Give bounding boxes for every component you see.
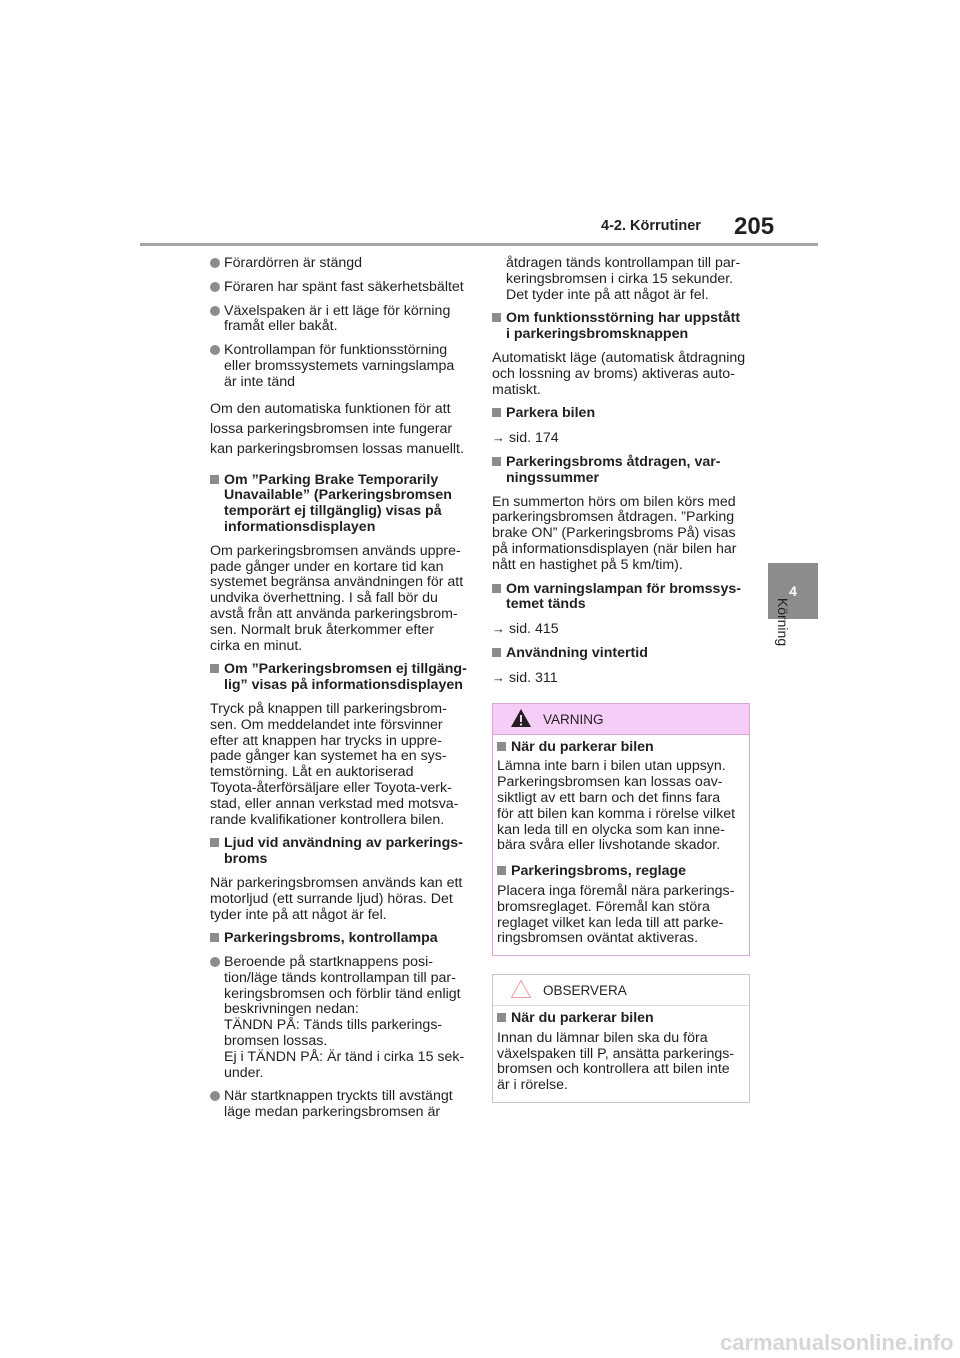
section-title: 4-2. Körrutiner: [601, 218, 701, 234]
page-reference-link[interactable]: → sid. 174: [492, 430, 559, 447]
chapter-tab-number: 4: [768, 563, 818, 619]
square-bullet-icon: [497, 1013, 506, 1022]
square-bullet-icon: [210, 838, 219, 847]
chapter-tab-label: Körning: [775, 597, 791, 647]
section-heading: Parkera bilen: [492, 406, 752, 422]
left-column: [210, 256, 470, 1129]
section-heading: Om varningslampan för bromssys- temet tänds: [492, 582, 752, 614]
warning-box: [492, 703, 750, 957]
warning-box-header: [493, 704, 749, 735]
section-heading: Om ”Parking Brake Temporarily Unavailable” (Parkeringsbromsen temporärt ej tillgänglig) visas på informationsdisplayen: [210, 473, 470, 536]
section-heading: Parkeringsbroms, kontrollampa: [210, 931, 470, 947]
paragraph: Om den automatiska funktionen för att lossa parkeringsbromsen inte fungerar kan parkeringsbromsen lossas manuellt.: [210, 400, 464, 457]
paragraph: Tryck på knappen till parkeringsbrom- sen. Om meddelandet inte försvinner efter att knappen har trycks in uppre- pade gånger kan systemet ha en sys- temstörning. Låt en auktoriserad Toyota-återförsäljare eller Toyota-verk- stad, eller annan verkstad med motsva- rande kvalifikationer kontrollera bilen.: [210, 700, 459, 828]
bullet-item: Kontrollampan för funktionsstörning eller bromssystemets varningslampa är inte tänd: [210, 343, 470, 390]
paragraph: Automatiskt läge (automatisk åtdragning och lossning av broms) aktiveras auto- matiskt.: [492, 349, 746, 398]
square-bullet-icon: [210, 475, 219, 484]
bullet-dot-icon: [210, 258, 220, 268]
square-bullet-icon: [497, 866, 506, 875]
section-heading: Om ”Parkeringsbromsen ej tillgäng- lig” visas på informationsdisplayen: [210, 662, 470, 694]
watermark: carmanualsonline.info: [720, 1330, 954, 1355]
warning-triangle-icon: [510, 708, 532, 728]
section-heading: Parkeringsbroms åtdragen, var- ningssummer: [492, 455, 752, 487]
square-bullet-icon: [210, 933, 219, 942]
header-divider: [140, 243, 818, 246]
bullet-dot-icon: [210, 282, 220, 292]
notice-title: OBSERVERA: [543, 983, 627, 999]
arrow-right-icon: →: [492, 430, 505, 446]
arrow-right-icon: →: [492, 669, 505, 685]
page-reference-link[interactable]: → sid. 415: [492, 621, 559, 638]
square-bullet-icon: [492, 457, 501, 466]
caution-triangle-icon: [510, 979, 532, 999]
page-reference-link[interactable]: → sid. 311: [492, 669, 558, 686]
section-heading: Om funktionsstörning har uppstått i parkeringsbromsknappen: [492, 311, 752, 343]
bullet-dot-icon: [210, 306, 220, 316]
page-number: 205: [734, 213, 775, 240]
bullet-item: Förardörren är stängd: [210, 256, 470, 272]
bullet-dot-icon: [210, 957, 220, 967]
notice-box: [492, 974, 750, 1103]
notice-box-header: [493, 975, 749, 1006]
bullet-dot-icon: [210, 345, 220, 355]
bullet-item: Växelspaken är i ett läge för körning framåt eller bakåt.: [210, 304, 470, 336]
paragraph: åtdragen tänds kontrollampan till par- keringsbromsen i cirka 15 sekunder. Det tyder inte på att något är fel.: [506, 255, 741, 303]
paragraph: En summerton hörs om bilen körs med parkeringsbromsen åtdragen. ”Parking brake ON” (Parkeringsbroms På) visas på informationsdisplayen (när bilen har nått en hastighet på 5 km/tim).: [492, 493, 737, 573]
notice-text: Innan du lämnar bilen ska du föra växelspaken till P, ansätta parkerings- bromsen och kontrollera att bilen inte är i rörelse.: [497, 1029, 735, 1094]
arrow-right-icon: →: [492, 621, 505, 637]
square-bullet-icon: [492, 648, 501, 657]
warning-section-heading: Parkeringsbroms, reglage: [497, 864, 745, 880]
warning-section-heading: När du parkerar bilen: [497, 740, 745, 756]
section-heading: Användning vintertid: [492, 646, 752, 662]
square-bullet-icon: [492, 313, 501, 322]
bullet-item: Föraren har spänt fast säkerhetsbältet: [210, 280, 470, 296]
bullet-item: Beroende på startknappens posi- tion/läge tänds kontrollampan till par- keringsbromsen och förblir tänd enligt beskrivningen nedan: TÄNDN PÅ: Tänds tills parkerings- bromsen lossas. Ej i TÄNDN PÅ: Är tänd i cirka 15 sek- under.: [210, 955, 470, 1081]
square-bullet-icon: [492, 584, 501, 593]
bullet-dot-icon: [210, 1091, 220, 1101]
square-bullet-icon: [497, 742, 506, 751]
bullet-item: När startknappen tryckts till avstängt läge medan parkeringsbromsen är: [210, 1089, 470, 1121]
warning-text: Placera inga föremål nära parkerings- bromsreglaget. Föremål kan störa reglaget vilket kan leda till att parke- ringsbromsen oväntat aktiveras.: [497, 882, 735, 947]
warning-title: VARNING: [543, 711, 604, 727]
warning-text: Lämna inte barn i bilen utan uppsyn. Parkeringsbromsen kan lossas oav- siktligt av ett barn och det finns fara för att bilen kan komma i rörelse vilket kan leda till en olycka som kan inne- bära svåra eller livshotande skador.: [497, 758, 736, 854]
notice-section-heading: När du parkerar bilen: [497, 1011, 745, 1027]
right-column: [492, 256, 752, 1103]
square-bullet-icon: [492, 408, 501, 417]
paragraph: Om parkeringsbromsen används uppre- pade gånger under en kortare tid kan systemet begränsa användningen för att undvika överhettning. I så fall bör du avstå från att använda parkeringsbrom- sen. Normalt bruk återkommer efter cirka en minut.: [210, 542, 464, 654]
section-heading: Ljud vid användning av parkerings- broms: [210, 836, 470, 868]
paragraph: När parkeringsbromsen används kan ett motorljud (ett surrande ljud) höras. Det tyder inte på att något är fel.: [210, 874, 463, 923]
square-bullet-icon: [210, 664, 219, 673]
